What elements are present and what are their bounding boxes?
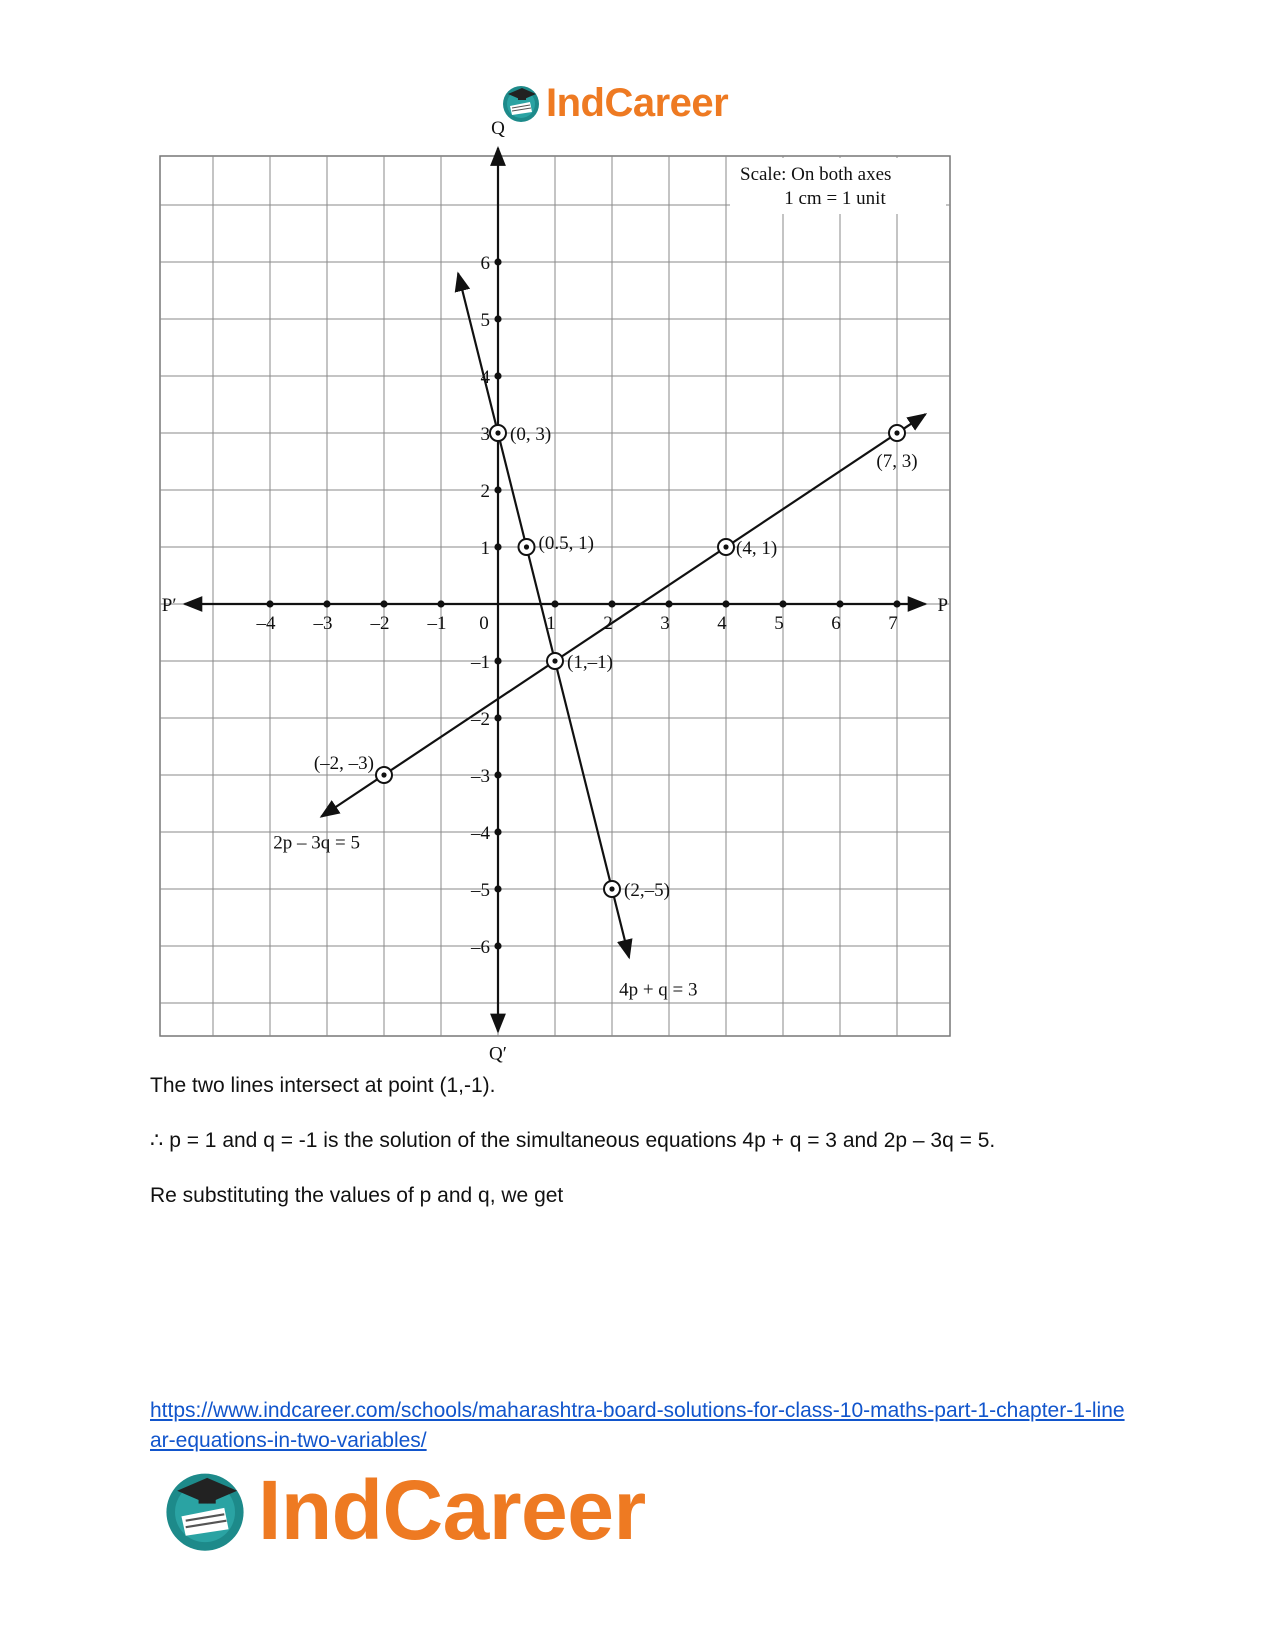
data-point-center (609, 886, 614, 891)
resubstitution-statement: Re substituting the values of p and q, we get (150, 1184, 564, 1207)
source-link[interactable]: https://www.indcareer.com/schools/maharashtra-board-solutions-for-class-10-maths-part-1-chapter-1-linear-equations-in-two-variables/ (150, 1399, 1125, 1452)
q-axis-tick-label: 6 (480, 253, 490, 274)
p-axis-tick-dot (779, 600, 786, 607)
indcareer-logo-bottom (160, 1462, 646, 1557)
q-axis-label: Q (491, 118, 505, 139)
major-grid (160, 156, 950, 1036)
p-axis-tick-label: –2 (370, 613, 390, 634)
q-axis-tick-label: 5 (480, 310, 490, 331)
indcareer-logo-top (500, 78, 728, 128)
data-point-label: (–2, –3) (313, 753, 374, 774)
p-axis-tick-label: 5 (774, 613, 784, 634)
p-axis-tick-dot (665, 600, 672, 607)
p-axis-tick-dot (836, 600, 843, 607)
scale-note-line-1: Scale: On both axes (740, 164, 892, 185)
q-axis-tick-label: –4 (471, 823, 490, 844)
data-point-center (723, 544, 728, 549)
q-axis-tick-label: 2 (480, 481, 490, 502)
p-axis-tick-label: 3 (660, 613, 670, 634)
q-axis-tick-dot (494, 486, 501, 493)
data-point-label: (0.5, 1) (538, 533, 594, 554)
data-point-center (495, 430, 500, 435)
data-point-center (381, 772, 386, 777)
p-axis-tick-dot (608, 600, 615, 607)
data-point-label: (7, 3) (876, 451, 918, 472)
data-point-label: (4, 1) (736, 538, 778, 559)
q-axis-tick-dot (494, 714, 501, 721)
data-point-center (894, 430, 899, 435)
p-axis-tick-dot (893, 600, 900, 607)
q-axis-tick-dot (494, 543, 501, 550)
solution-statement: ∴ p = 1 and q = -1 is the solution of the simultaneous equations 4p + q = 3 and 2p – 3q = 5. (150, 1129, 996, 1152)
q-axis-tick-dot (494, 885, 501, 892)
graduation-cap-globe-icon (160, 1465, 250, 1555)
q-axis-tick-label: 1 (480, 538, 490, 559)
p-axis-tick-label: 2 (603, 613, 613, 634)
q-axis-tick-dot (494, 942, 501, 949)
q-axis-tick-label: –5 (471, 880, 490, 901)
data-point-label: (0, 3) (510, 424, 552, 445)
p-axis-tick-dot (437, 600, 444, 607)
p-axis-tick-dot (380, 600, 387, 607)
q-axis-tick-dot (494, 258, 501, 265)
p-prime-axis-label: P′ (161, 595, 177, 616)
p-axis-label: P (937, 595, 949, 616)
q-axis-tick-label: 3 (480, 424, 490, 445)
graph-figure (160, 118, 950, 1065)
graduation-cap-globe-icon (500, 82, 542, 124)
q-prime-axis-label: Q′ (489, 1043, 507, 1065)
intersection-label: (1,–1) (567, 652, 613, 673)
p-axis-tick-label: 0 (479, 613, 489, 634)
q-axis-tick-dot (494, 657, 501, 664)
q-axis-tick-label: –6 (471, 937, 490, 958)
q-axis-tick-dot (494, 771, 501, 778)
p-axis-tick-dot (266, 600, 273, 607)
logo-wordmark: IndCareer (258, 1462, 646, 1557)
data-point-label: (2,–5) (624, 880, 670, 901)
p-axis-tick-label: 7 (888, 613, 898, 634)
intersection-statement: The two lines intersect at point (1,-1). (150, 1074, 496, 1097)
equation-label-2p-3q: 2p – 3q = 5 (273, 832, 361, 854)
p-axis-tick-label: –1 (427, 613, 447, 634)
scale-note-line-2: 1 cm = 1 unit (784, 188, 886, 209)
intersection-point-center (552, 658, 557, 663)
p-axis-tick-label: 4 (717, 613, 727, 634)
p-axis-tick-label: 1 (546, 613, 556, 634)
q-axis-tick-label: –2 (471, 709, 490, 730)
q-axis-tick-label: –3 (471, 766, 490, 787)
p-axis-tick-label: 6 (831, 613, 841, 634)
q-axis-tick-dot (494, 372, 501, 379)
q-axis-tick-dot (494, 828, 501, 835)
q-axis-tick-label: 4 (480, 367, 490, 388)
p-axis-tick-dot (722, 600, 729, 607)
equation-label-4p-q: 4p + q = 3 (619, 979, 698, 1001)
q-axis-tick-label: –1 (471, 652, 490, 673)
p-axis-tick-label: –3 (313, 613, 333, 634)
p-axis-tick-label: –4 (256, 613, 276, 634)
p-axis-tick-dot (323, 600, 330, 607)
data-point-center (524, 544, 529, 549)
logo-wordmark: IndCareer (546, 80, 729, 125)
q-axis-tick-dot (494, 315, 501, 322)
p-axis-tick-dot (551, 600, 558, 607)
